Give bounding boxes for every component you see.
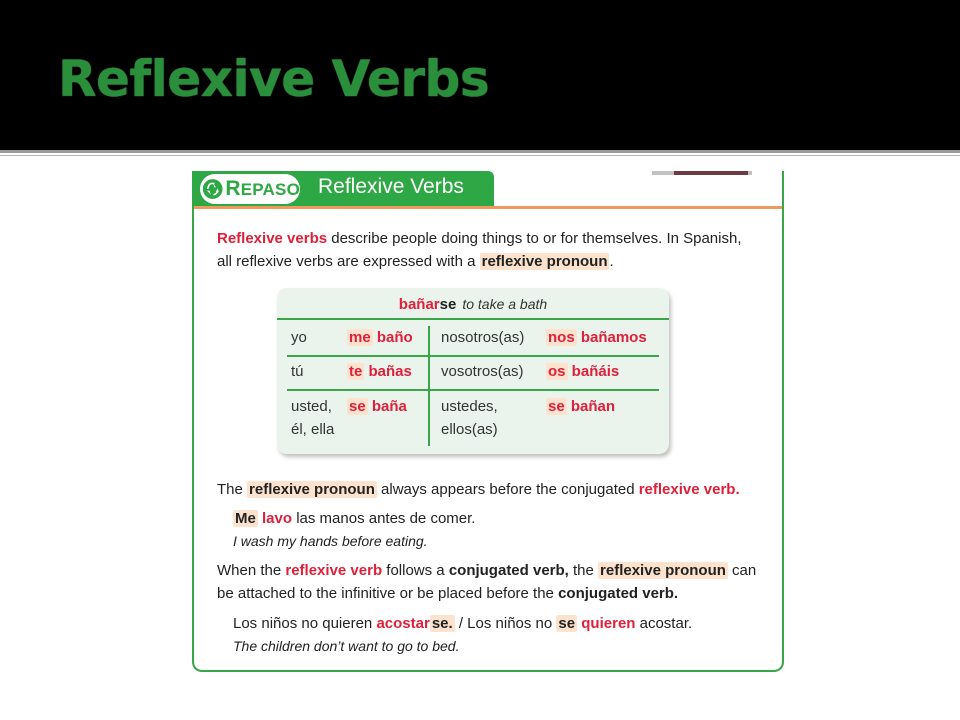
slide-header <box>0 0 960 150</box>
table-divider <box>287 355 659 357</box>
repaso-label: REPASO <box>225 177 300 200</box>
repaso-tab <box>192 171 494 207</box>
slide-title: Reflexive Verbs <box>58 50 490 108</box>
table-row-2-form-1: te bañas <box>349 363 412 380</box>
conjugation-table-header <box>277 288 669 320</box>
orange-rule <box>194 206 782 209</box>
example-1: Me lavo las manos antes de comer. <box>235 510 476 527</box>
rule-1: The reflexive pronoun always appears before the conjugated reflexive verb. <box>217 481 740 498</box>
example-1-translation: I wash my hands before eating. <box>233 533 428 549</box>
table-row-3-pronoun-1: usted, <box>291 398 332 415</box>
table-row-3-pronoun-1b: él, ella <box>291 421 335 438</box>
intro-line-2: all reflexive verbs are expressed with a reflexive pronoun . <box>217 253 614 270</box>
example-2-translation: The children don’t want to go to bed. <box>233 638 460 654</box>
rule-2-line-2: be attached to the infinitive or be placed before the conjugated verb. <box>217 585 679 602</box>
table-column-divider <box>428 326 430 446</box>
table-row-1-form-2: nos bañamos <box>548 329 647 346</box>
section-title: Reflexive Verbs <box>318 175 464 198</box>
intro-line-1: Reflexive verbs describe people doing things to or for themselves. In Spanish, <box>217 230 742 247</box>
example-2: Los niños no quieren acostar se. / Los niños no se quieren acostar. <box>233 615 693 632</box>
header-divider <box>0 150 960 153</box>
infinitive-gloss: to take a bath <box>462 296 548 312</box>
header-divider-thin <box>0 155 960 156</box>
table-divider <box>287 389 659 391</box>
table-row-2-pronoun-2: vosotros(as) <box>441 363 524 380</box>
infinitive: bañarse <box>398 296 457 313</box>
table-row-1-pronoun-1: yo <box>291 329 307 346</box>
table-row-3-pronoun-2: ustedes, <box>441 398 498 415</box>
top-edge-mark <box>652 171 752 175</box>
repaso-badge <box>200 174 300 204</box>
recycle-icon <box>202 176 223 202</box>
table-row-3-form-1: se baña <box>349 398 407 415</box>
table-row-3-pronoun-2b: ellos(as) <box>441 421 498 438</box>
table-row-1-pronoun-2: nosotros(as) <box>441 329 525 346</box>
conjugation-table <box>277 288 669 454</box>
table-row-3-form-2: se bañan <box>548 398 616 415</box>
rule-2-line-1: When the reflexive verb follows a conjugated verb, the reflexive pronoun can <box>217 562 757 579</box>
table-row-1-form-1: me baño <box>349 329 413 346</box>
table-row-2-pronoun-1: tú <box>291 363 304 380</box>
table-row-2-form-2: os bañáis <box>548 363 620 380</box>
